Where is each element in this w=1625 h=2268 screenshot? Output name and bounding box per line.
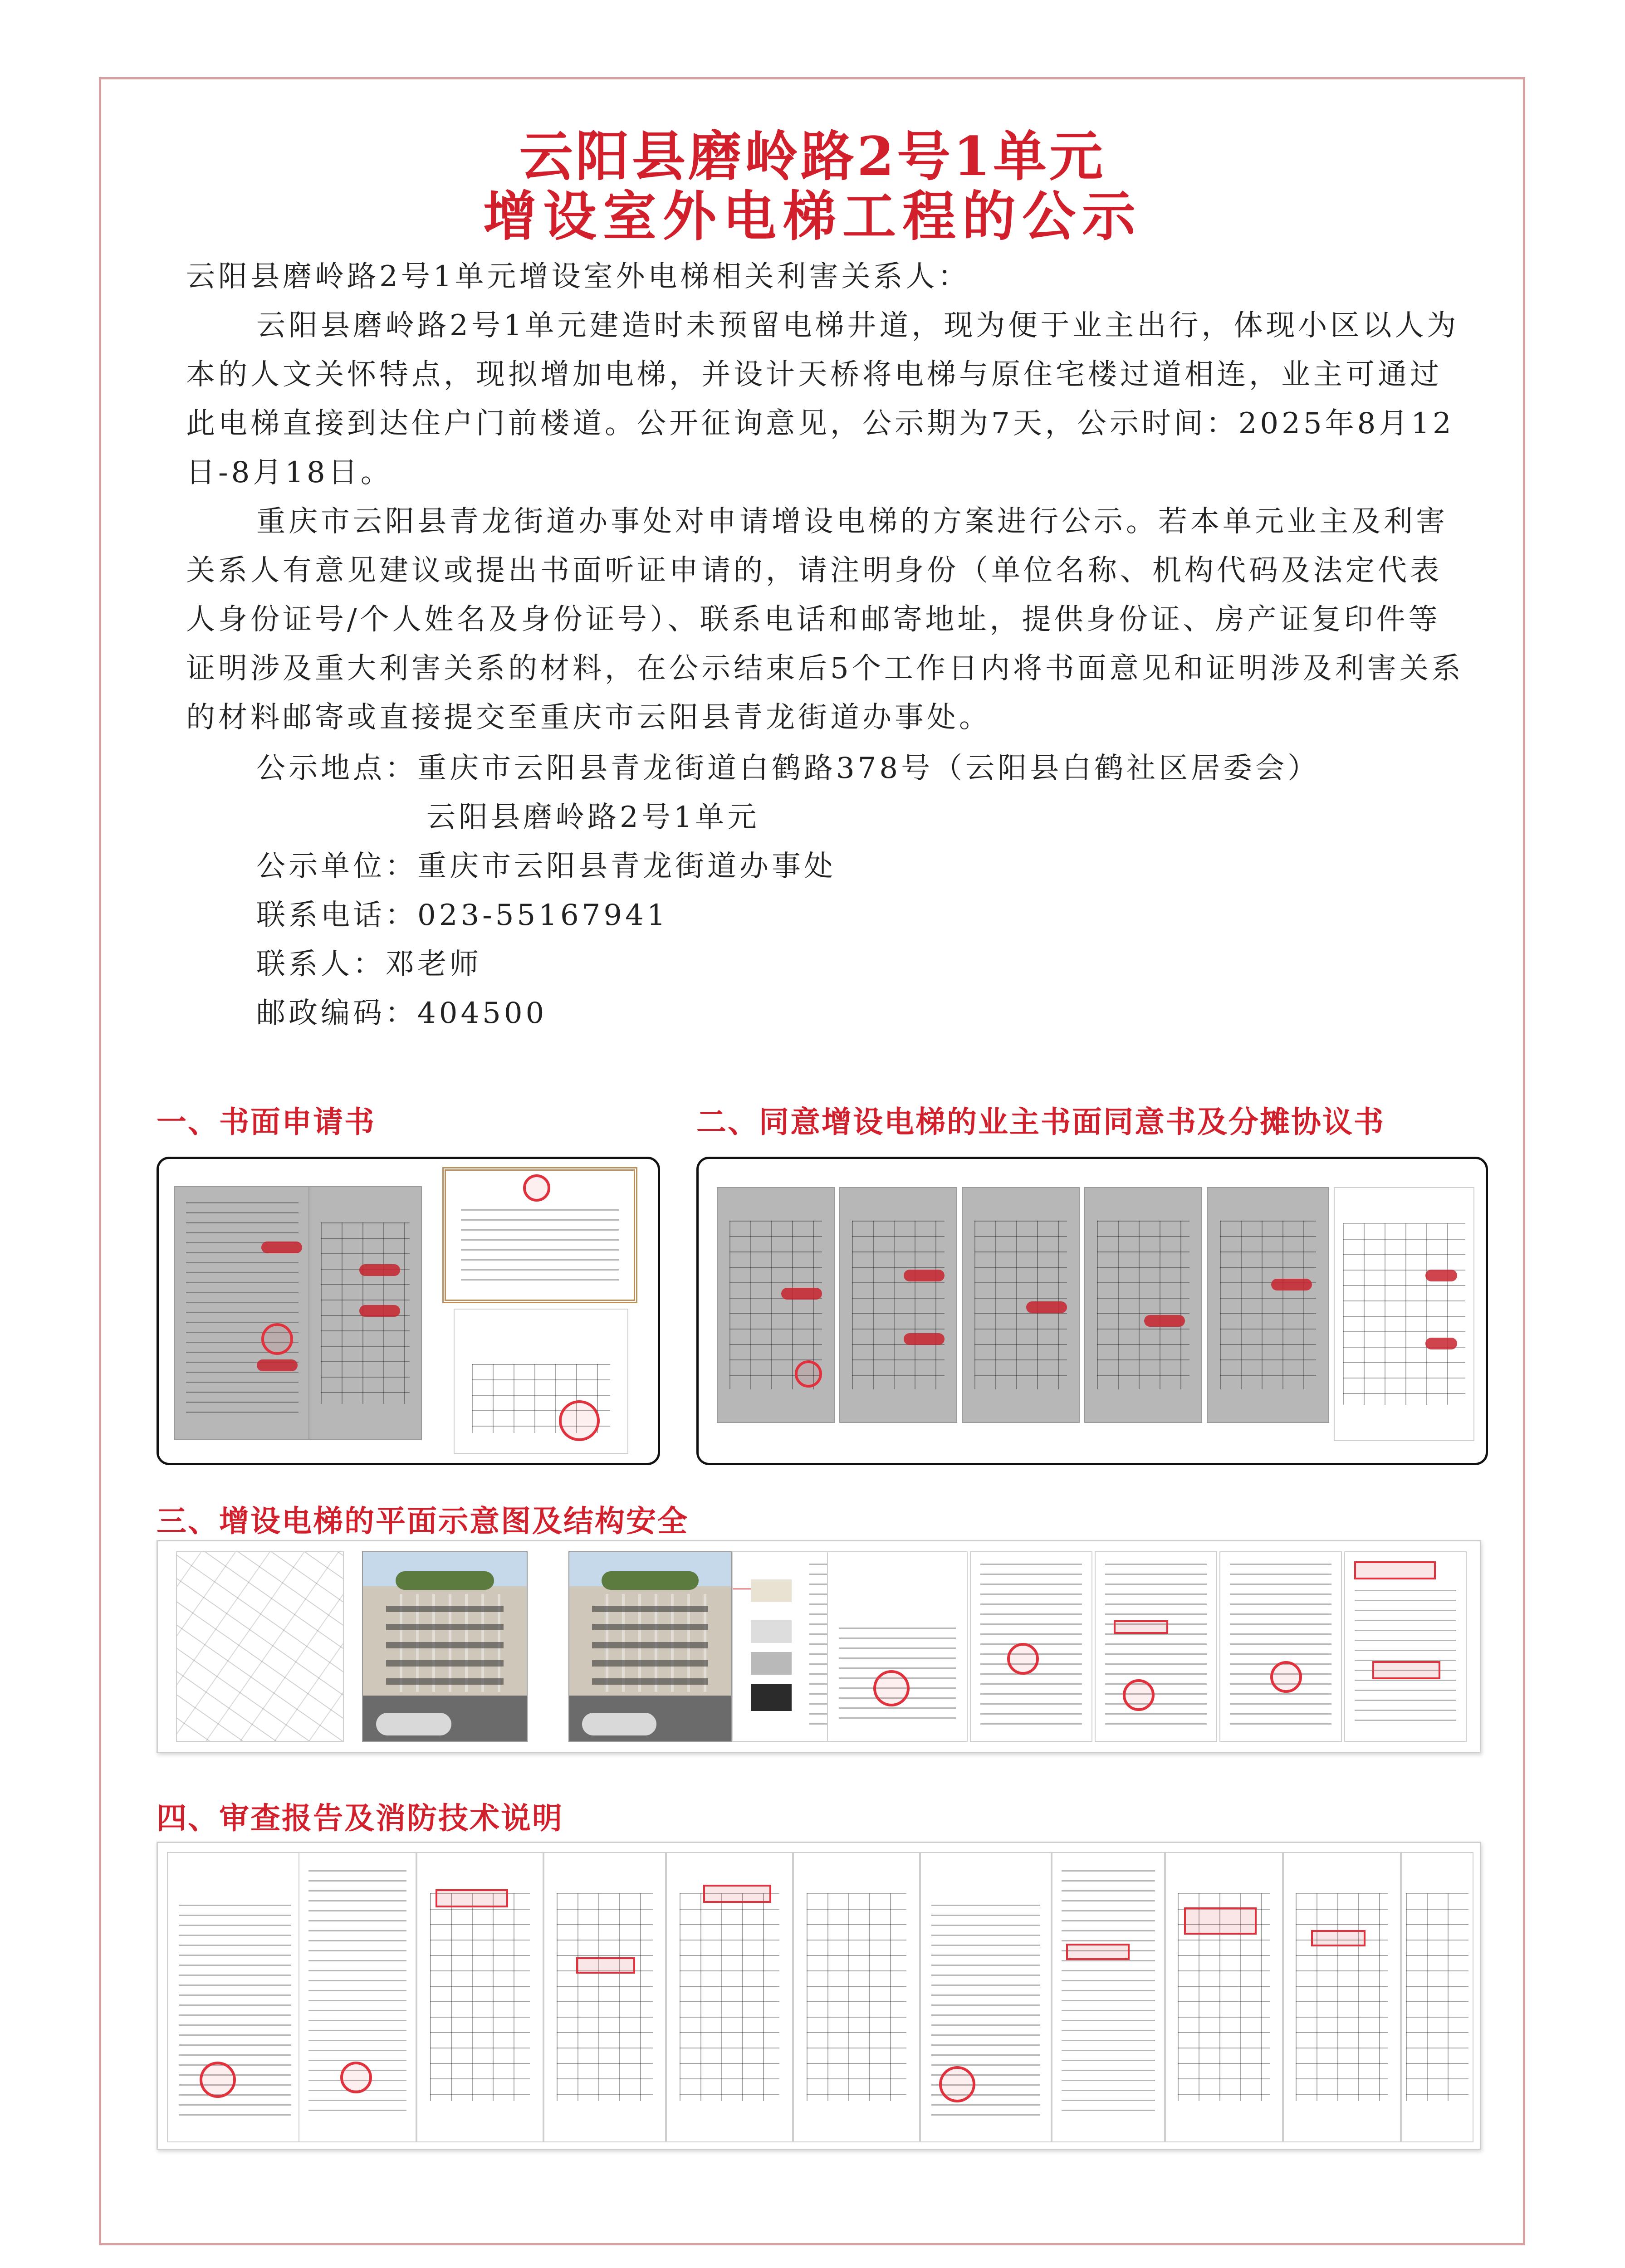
phone-row	[256, 891, 1320, 940]
structure-safety-cover-image	[827, 1551, 968, 1742]
section-3-heading: 三、增设电梯的平面示意图及结构安全	[157, 1504, 689, 1539]
application-docs-panel	[157, 1157, 660, 1465]
review-report-strip	[157, 1842, 1481, 2150]
fire-tech-note-3-image	[1283, 1852, 1401, 2142]
location-row-2: 云阳县磨岭路2号1单元	[426, 801, 760, 834]
phone-value: 023-55167941	[417, 899, 669, 932]
consent-sheet-4-image	[1084, 1187, 1202, 1423]
structure-safety-page-4-image	[1344, 1551, 1467, 1742]
consent-sheet-5-image	[1207, 1187, 1329, 1423]
owner-signature-sheet-image	[308, 1186, 422, 1440]
section-4-heading: 四、审查报告及消防技术说明	[157, 1801, 563, 1836]
unit-value: 重庆市云阳县青龙街道办事处	[417, 850, 836, 883]
contact-row	[256, 940, 1320, 989]
phone-label: 联系电话：	[256, 899, 417, 932]
qualification-cert-1-image	[167, 1852, 303, 2142]
site-plan-image	[176, 1551, 344, 1742]
unit-label: 公示单位：	[256, 850, 417, 883]
consent-sheet-3-image	[962, 1187, 1080, 1423]
contact-info	[256, 744, 1320, 1038]
structure-safety-page-2-image	[1095, 1551, 1217, 1742]
fire-tech-note-4-image	[1401, 1852, 1473, 2142]
review-letter-1-image	[299, 1852, 416, 2142]
production-permit-image	[454, 1309, 628, 1454]
elevator-rendering-image	[568, 1551, 732, 1742]
building-photo-image	[362, 1551, 528, 1742]
qualification-cert-2-image	[920, 1852, 1052, 2142]
salutation: 云阳县磨岭路2号1单元增设室外电梯相关利害关系人：	[186, 260, 970, 293]
postcode-label: 邮政编码：	[256, 997, 417, 1030]
structure-safety-page-1-image	[970, 1551, 1092, 1742]
review-table-4-image	[793, 1852, 920, 2142]
review-table-1-image	[416, 1852, 543, 2142]
notice-body	[186, 252, 1465, 742]
review-table-2-image	[543, 1852, 666, 2142]
paragraph-1: 云阳县磨岭路2号1单元建造时未预留电梯井道，现为便于业主出行，体现小区以人为本的人文关怀特点，现拟增加电梯，并设计天桥将电梯与原住宅楼过道相连，业主可通过此电梯直接到达住户门前楼道。公开征询意见，公示期为7天，公示时间：2025年8月12日-8月18日。	[186, 309, 1459, 489]
review-table-3-image	[666, 1852, 793, 2142]
paragraph-2: 重庆市云阳县青龙街道办事处对申请增设电梯的方案进行公示。若本单元业主及利害关系人有意见建议或提出书面听证申请的，请注明身份（单位名称、机构代码及法定代表人身份证号/个人姓名及身份证号）、联系电话和邮寄地址，提供身份证、房产证复印件等证明涉及重大利害关系的材料，在公示结束后5个工作日内将书面意见和证明涉及利害关系的材料邮寄或直接提交至重庆市云阳县青龙街道办事处。	[186, 505, 1464, 734]
owner-consent-panel	[696, 1157, 1488, 1465]
application-form-image	[174, 1186, 310, 1440]
consent-sheet-2-image	[839, 1187, 957, 1423]
location-label: 公示地点：	[256, 752, 417, 785]
fire-tech-note-1-image	[1052, 1852, 1165, 2142]
location-value: 重庆市云阳县青龙街道白鹤路378号（云阳县白鹤社区居委会）	[417, 752, 1320, 785]
cost-sharing-agreement-image	[1334, 1187, 1474, 1441]
structure-safety-page-3-image	[1219, 1551, 1342, 1742]
business-license-image	[442, 1167, 637, 1303]
consent-sheet-1-image	[717, 1187, 835, 1423]
floor-plan-strip	[157, 1540, 1481, 1753]
fire-tech-note-2-image	[1165, 1852, 1283, 2142]
postcode-value: 404500	[417, 997, 548, 1030]
unit-row	[256, 842, 1320, 891]
title-line-1: 云阳县磨岭路2号1单元	[519, 125, 1106, 188]
section-1-heading: 一、书面申请书	[157, 1105, 376, 1139]
contact-value: 邓老师	[385, 948, 482, 981]
location-row	[256, 744, 1320, 793]
contact-label: 联系人：	[256, 948, 385, 981]
postcode-row	[256, 989, 1320, 1038]
section-2-heading: 二、同意增设电梯的业主书面同意书及分摊协议书	[696, 1105, 1385, 1139]
title-line-2: 增设室外电梯工程的公示	[483, 185, 1142, 248]
